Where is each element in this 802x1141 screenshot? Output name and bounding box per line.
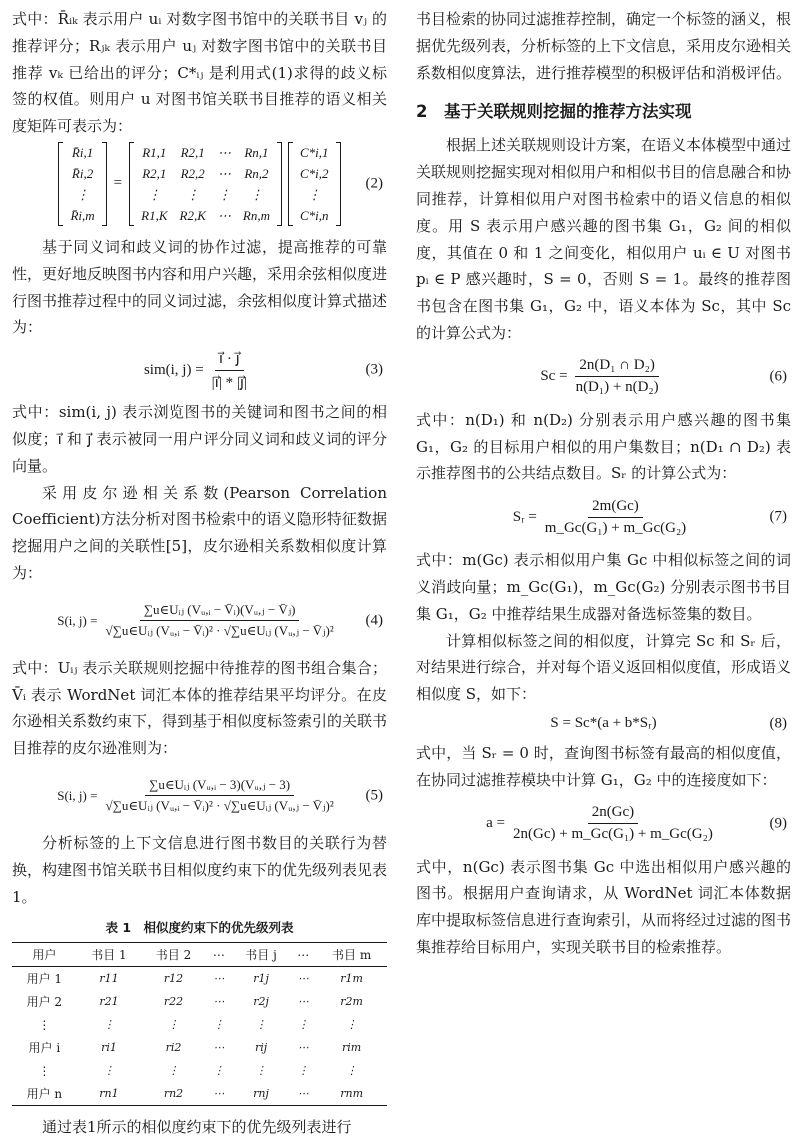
denominator: √∑u∈Uᵢⱼ (Vᵤ,ᵢ − V̄ᵢ)² · √∑u∈Uᵢⱼ (Vᵤ,ⱼ − V̄ⱼ)² (105, 798, 334, 814)
denominator: n(D₁) + n(D₂) (575, 379, 659, 396)
table-cell: r1m (340, 972, 363, 986)
paragraph: 通过表1所示的相似度约束下的优先级列表进行 (42, 1118, 352, 1137)
equation-6 (416, 351, 791, 403)
matrix-cell: ⋯ (217, 144, 231, 160)
table-cell: r21 (99, 995, 119, 1009)
table-cell: ⋮ (103, 1064, 115, 1078)
table-cell: ⋮ (255, 1064, 267, 1078)
table-header-cell: 书目 2 (141, 943, 206, 967)
table-cell: ⋯ (297, 1041, 309, 1055)
matrix-cell: R1,K (141, 207, 168, 223)
table-cell: r11 (99, 972, 119, 986)
table-cell: ⋮ (346, 1018, 358, 1032)
table-header-cell: 书目 1 (77, 943, 142, 967)
equation-lhs: a = (486, 815, 506, 832)
table-cell: ⋯ (213, 995, 225, 1009)
equation-7 (416, 491, 791, 543)
matrix-cell: R1,1 (142, 144, 167, 160)
matrix-row (294, 184, 335, 205)
table-cell: ⋯ (213, 1087, 225, 1101)
equation-lhs: sim(i, j) = (143, 361, 204, 378)
matrix-cell: R̄i,1 (71, 144, 94, 160)
table-row (12, 1013, 387, 1036)
table-row (12, 990, 387, 1013)
table-cell: ⋮ (297, 1018, 309, 1032)
matrix-cell: R2,1 (142, 165, 167, 181)
fraction (101, 602, 337, 639)
table-row-header: 用户 i (28, 1041, 61, 1056)
table-header-row (12, 943, 387, 967)
table-header-cell: 用户 (12, 943, 77, 967)
table-header-cell: 书目 m (316, 943, 387, 967)
matrix-cell: ⋯ (217, 165, 231, 181)
equation-number: (9) (769, 815, 787, 832)
equation-2: R̄i,1 R̄i,2 ⋮ R̄i,m = R1,1 R2,1 ⋯ Rn,1 R2,1 R2,2 ⋯ Rn,2 ⋮ ⋮ ⋮ ⋮ R1,K R2,K ⋯ Rn,m C*i,1 C*i,2 ⋮ C*i,n (2) (12, 142, 387, 226)
table-cell: ri1 (101, 1041, 117, 1055)
fraction (509, 804, 717, 843)
table-cell: ⋮ (168, 1018, 179, 1032)
table-cell: r12 (163, 972, 184, 986)
left-column (12, 6, 387, 1141)
equation-number: (4) (365, 612, 383, 629)
matrix-row (64, 205, 100, 226)
equation-number: (3) (365, 361, 383, 378)
table-cell: ⋮ (297, 1064, 309, 1078)
matrix-cell: ⋮ (186, 186, 200, 202)
matrix-cell: ⋮ (307, 186, 321, 202)
equation-lhs: S(i, j) = (57, 612, 98, 628)
table-cell: r22 (163, 995, 184, 1009)
equation-3 (12, 345, 387, 395)
matrix-lhs (58, 142, 106, 226)
table-cell: ⋯ (213, 1041, 225, 1055)
denominator: m_Gc(G₁) + m_Gc(G₂) (544, 519, 687, 536)
table-cell: ⋮ (213, 1018, 225, 1032)
equation-number: (7) (769, 508, 787, 525)
paragraph: 式中：n(D₁) 和 n(D₂) 分别表示用户感兴趣的图书集 G₁，G₂ 的目标用户相似的用户集数目；n(D₁ ∩ D₂) 表示推荐图书的公共结点数目。Sᵣ 的计算公式为： (416, 410, 791, 483)
table-cell: ⋯ (297, 972, 309, 986)
numerator: 2m(Gc) (588, 498, 643, 518)
right-column (416, 6, 791, 961)
table-cell: ri2 (165, 1041, 182, 1055)
table-cell: rnj (253, 1087, 269, 1101)
table-row-header: 用户 n (26, 1087, 63, 1102)
table-row-header: 用户 2 (26, 995, 63, 1010)
table-cell: rn2 (163, 1087, 184, 1101)
table-cell: ⋮ (346, 1064, 358, 1078)
matrix-row (294, 205, 335, 226)
matrix-rhs (288, 142, 341, 226)
matrix-cell: ⋮ (249, 186, 263, 202)
paragraph: 基于同义词和歧义词的协作过滤，提高推荐的可靠性，更好地反映图书内容和用户兴趣，采用余弦相似度进行图书推荐过程中的同义词过滤，余弦相似度计算式描述为： (12, 237, 388, 337)
matrix-cell: Rn,1 (244, 144, 269, 160)
equation-number: (2) (365, 175, 383, 192)
numerator: ∑u∈Uᵢⱼ (Vᵤ,ᵢ − V̄ᵢ)(Vᵤ,ⱼ − V̄ⱼ) (140, 602, 300, 621)
matrix-cell: ⋯ (217, 207, 231, 223)
table-row (12, 1082, 387, 1106)
paragraph: 式中，n(Gc) 表示图书集 Gc 中选出相似用户感兴趣的图书。根据用户查询请求，从 WordNet 词汇本体数据库中提取标签信息进行查询索引，从而将经过过滤的图书集推荐给目标用户，实现关联书目的检索推荐。 (416, 857, 792, 956)
paragraph: 采用皮尔逊相关系数(Pearson Correlation Coefficient)方法分析对图书检索中的语义隐形特征数据挖掘用户之间的关联性[5]，皮尔逊相关系数相似度计算为： (12, 483, 387, 582)
table-row-header: ⋮ (38, 1017, 51, 1032)
table-cell: rnm (340, 1087, 364, 1101)
table-row (12, 967, 387, 991)
paragraph: 分析标签的上下文信息进行图书数目的关联行为替换，构建图书馆关联书目相似度约束下的优先级列表见表1。 (12, 833, 388, 906)
matrix-row (135, 205, 276, 226)
table-cell: ⋮ (213, 1064, 225, 1078)
fraction (541, 498, 690, 537)
fraction (208, 349, 251, 392)
matrix-cell: ⋮ (76, 186, 90, 202)
equation-lhs: Sᵣ = (512, 508, 537, 525)
fraction (572, 357, 663, 396)
matrix-row (135, 163, 276, 184)
equation-4 (12, 591, 387, 651)
table-cell: ⋯ (213, 972, 225, 986)
matrix-cell: Rn,2 (244, 165, 269, 181)
table-cell: ⋮ (168, 1064, 179, 1078)
table-header-cell: 书目 j (232, 943, 290, 967)
fraction (101, 777, 337, 814)
matrix-cell: C*i,2 (299, 165, 329, 181)
numerator: i⃗ · j⃗ (215, 349, 244, 371)
equation-number: (6) (769, 368, 787, 385)
matrix-cell: R2,K (179, 207, 206, 223)
matrix-cell: C*i,n (299, 207, 329, 223)
table-row-header: 用户 1 (26, 972, 63, 987)
table-cell: ⋮ (255, 1018, 267, 1032)
matrix-row (135, 142, 276, 163)
paragraph: 书目检索的协同过滤推荐控制，确定一个标签的涵义，根据优先级列表，分析标签的上下文信息，采用皮尔逊相关系数相似度算法，进行推荐模型的积极评估和消极评估。 (416, 10, 792, 82)
equation-number: (8) (769, 715, 787, 732)
table-row (12, 1059, 387, 1082)
denominator: √∑u∈Uᵢⱼ (Vᵤ,ᵢ − V̄ᵢ)² · √∑u∈Uᵢⱼ (Vᵤ,ⱼ − V̄ⱼ)² (105, 623, 334, 639)
equation-5 (12, 766, 387, 826)
equation-lhs: Sc = (540, 368, 568, 385)
table-cell: ⋯ (297, 1087, 309, 1101)
table-cell: rij (254, 1041, 268, 1055)
table-row (12, 1036, 387, 1059)
table-cell: rim (342, 1041, 362, 1055)
table-row-header: ⋮ (38, 1063, 51, 1078)
equation-number: (5) (365, 787, 383, 804)
paragraph: 式中：sim(i, j) 表示浏览图书的关键词和图书之间的相似度；i⃗ 和 j⃗ 表示被同一用户评分同义词和歧义词的评分向量。 (12, 403, 387, 475)
matrix-row (294, 163, 335, 184)
numerator: 2n(Gc) (588, 804, 638, 824)
table-title: 表 1 相似度约束下的优先级列表 (105, 920, 294, 936)
table-header-cell: ⋯ (290, 943, 316, 967)
equation-9 (416, 798, 791, 850)
table-cell: ⋯ (297, 995, 309, 1009)
matrix-cell: R2,1 (180, 144, 205, 160)
priority-table (12, 942, 387, 1106)
matrix-row (64, 142, 100, 163)
numerator: 2n(D₁ ∩ D₂) (575, 357, 658, 377)
numerator: ∑u∈Uᵢⱼ (Vᵤ,ᵢ − 3)(Vᵤ,ⱼ − 3) (145, 777, 294, 796)
table-cell: r2j (253, 995, 269, 1009)
matrix-row (64, 184, 100, 205)
paragraph: 根据上述关联规则设计方案，在语义本体模型中通过关联规则挖掘实现对相似用户和相似书目的信息融合和协同推荐，计算相似用户对图书检索中的语义信息的相似度。用 S 表示用户感兴趣的图书集 G₁，G₂ 间的相似度，其值在 0 和 1 之间变化，相似用户 uᵢ ∈ U 对图书 pᵢ ∈ P 感兴趣时，S = 0，否则 S = 1。最终的推荐图书包含在图书集 G₁，G₂ 中，语义本体为 Sc，其中 Sc 的计算公式为： (416, 136, 792, 342)
table-cell: r2m (340, 995, 363, 1009)
paragraph: 式中：R̄ᵢₖ 表示用户 uᵢ 对数字图书馆中的关联书目 vⱼ 的推荐评分；Rⱼₖ 表示用户 uⱼ 对数字图书馆中的关联书目推荐 vₖ 已给出的评分；C*ᵢⱼ 是利用式(1)求得的歧义标签的权值。则用户 u 对图书馆关联书目推荐的语义相关度矩阵可表示为： (12, 10, 387, 136)
section-heading: 2 基于关联规则挖掘的推荐方法实现 (416, 102, 692, 122)
matrix-cell: R2,2 (180, 165, 205, 181)
equation-body: S = Sc*(a + b*Sᵣ) (550, 715, 657, 732)
table-header-cell: ⋯ (206, 943, 232, 967)
matrix-cell: ⋮ (147, 186, 161, 202)
matrix-row (135, 184, 276, 205)
table-cell: ⋮ (103, 1018, 115, 1032)
matrix-cell: C*i,1 (299, 144, 329, 160)
matrix-cell: Rn,m (242, 207, 270, 223)
paragraph: 式中：Uᵢⱼ 表示关联规则挖掘中待推荐的图书组合集合；V̄ᵢ 表示 WordNet 词汇本体的推荐结果平均评分。在皮尔逊相关系数约束下，得到基于相似度标签索引的关联书目推荐的皮尔逊准则为： (12, 658, 388, 758)
paragraph: 计算相似标签之间的相似度，计算完 Sc 和 Sᵣ 后，对结果进行综合，并对每个语义返回相似度值，形成语义相似度 S，如下： (416, 631, 792, 704)
table-cell: r1j (253, 972, 269, 986)
denominator: |i⃗| * |j⃗| (211, 374, 248, 391)
paragraph: 式中：m(Gc) 表示相似用户集 Gc 中相似标签之间的词义消歧向量；m_Gc(G₁)，m_Gc(G₂) 分别表示图书书目集 G₁，G₂ 中推荐结果生成器对备选标签集的数目。 (416, 551, 791, 623)
matrix-mid (129, 142, 282, 226)
matrix-row (294, 142, 335, 163)
equation-lhs: S(i, j) = (57, 787, 98, 803)
matrix-row (64, 163, 100, 184)
matrix-cell: R̄i,m (70, 207, 95, 223)
equation-8 (416, 712, 791, 736)
matrix-cell: ⋮ (217, 186, 231, 202)
matrix-cell: R̄i,2 (71, 165, 94, 181)
denominator: 2n(Gc) + m_Gc(G₁) + m_Gc(G₂) (513, 826, 713, 843)
table-cell: rn1 (99, 1087, 119, 1101)
paragraph: 式中，当 Sᵣ = 0 时，查询图书标签有最高的相似度值，在协同过滤推荐模块中计算 G₁，G₂ 中的连接度如下： (416, 743, 791, 789)
